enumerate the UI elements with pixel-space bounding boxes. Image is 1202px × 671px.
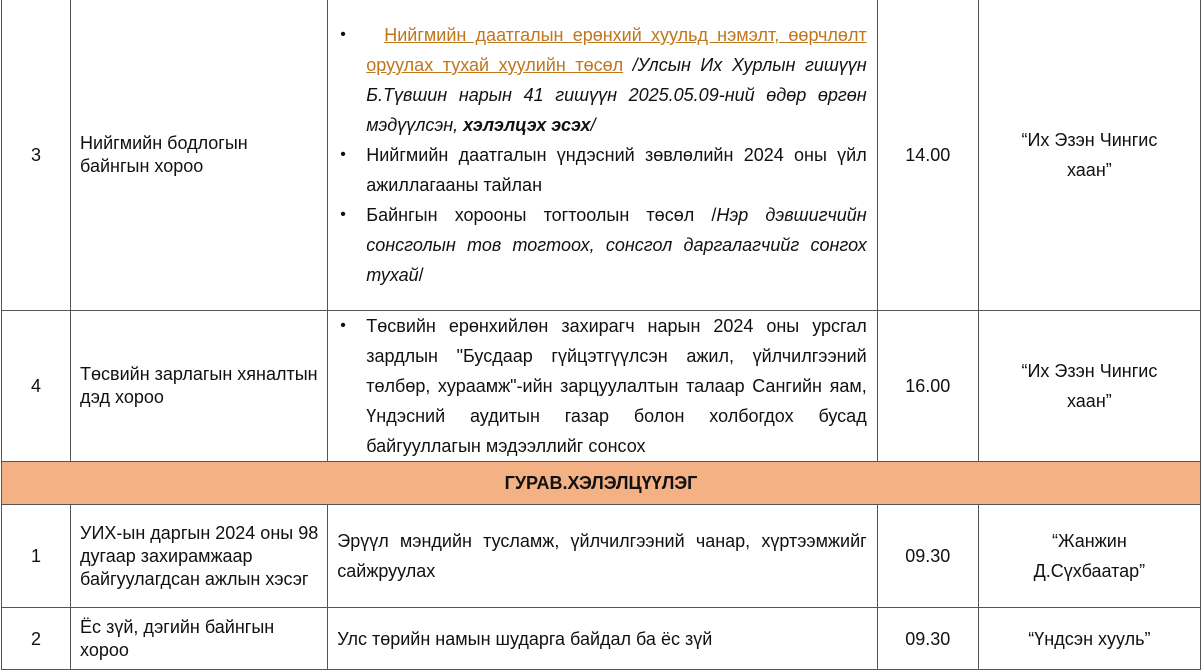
agenda-list [337, 311, 866, 461]
bill-link[interactable]: Нийгмийн даатгалын ерөнхий хуульд нэмэлт, өөрчлөлт оруулах тухай хуулийн төсөл [366, 25, 867, 75]
meeting-time: 09.30 [877, 608, 978, 670]
venue-text: “Их Эзэн Чингис хаан” [1021, 130, 1158, 180]
venue-text: “Их Эзэн Чингис хаан” [1021, 361, 1158, 411]
agenda-item-text: Нийгмийн даатгалын үндэсний зөвлөлийн 2024 оны үйл ажиллагааны тайлан [366, 145, 867, 195]
committee-name: Төсвийн зарлагын хяналтын дэд хороо [71, 311, 328, 462]
agenda-item [337, 20, 866, 140]
row-number: 1 [2, 505, 71, 608]
section-title: ГУРАВ.ХЭЛЭЛЦҮҮЛЭГ [2, 462, 1201, 505]
agenda-list [337, 20, 866, 290]
agenda-item-text: Байнгын хорооны тогтоолын төсөл / [366, 205, 717, 225]
agenda-cell [328, 0, 877, 311]
table-row [2, 311, 1201, 462]
agenda-item-note: Нэр дэвшигчийн сонсголын тов тогтоох, сонсгол даргалагчийг сонгох тухай [366, 205, 867, 285]
agenda-text: Эрүүл мэндийн тусламж, үйлчилгээний чанар, хүртээмжийг сайжруулах [328, 505, 877, 608]
agenda-item-text: Төсвийн ерөнхийлөн захирагч нарын 2024 оны урсгал зардлын "Бусдаар гүйцэтгүүлсэн ажил, үйлчилгээний төлбөр, хураамж"-ийн зарцуулалтын талаар Сангийн яам, Үндэсний аудитын газар болон холбогдох бусад байгууллагын мэдээллийг сонсох [366, 316, 867, 456]
table-row [2, 0, 1201, 311]
table-row [2, 505, 1201, 608]
bullet-icon: • [340, 206, 346, 223]
row-number: 2 [2, 608, 71, 670]
agenda-item [337, 200, 866, 290]
row-number: 3 [2, 0, 71, 311]
agenda-text: Улс төрийн намын шударга байдал ба ёс зүй [328, 608, 877, 670]
bullet-icon: • [340, 317, 346, 334]
section-header-row [2, 462, 1201, 505]
row-number: 4 [2, 311, 71, 462]
agenda-item [337, 311, 866, 461]
agenda-item [337, 140, 866, 200]
committee-name: Ёс зүй, дэгийн байнгын хороо [71, 608, 328, 670]
meeting-venue [978, 311, 1200, 462]
venue-text: “Жанжин Д.Сүхбаатар” [1033, 531, 1146, 581]
meeting-time: 16.00 [877, 311, 978, 462]
meeting-venue [978, 0, 1200, 311]
agenda-item-note: /Улсын Их Хурлын гишүүн Б.Түвшин нарын 41 гишүүн 2025.05.09-ний өдөр өргөн мэдүүлсэн, [366, 55, 867, 135]
agenda-item-tail: / [418, 265, 424, 285]
agenda-cell [328, 311, 877, 462]
agenda-item-emphasis: хэлэлцэх эсэх [463, 115, 591, 135]
meeting-venue: “Үндсэн хууль” [978, 608, 1200, 670]
table-row [2, 608, 1201, 670]
schedule-table [1, 0, 1201, 670]
meeting-time: 14.00 [877, 0, 978, 311]
bullet-icon: • [340, 146, 346, 163]
meeting-venue [978, 505, 1200, 608]
committee-name: УИХ-ын даргын 2024 оны 98 дугаар захирамжаар байгуулагдсан ажлын хэсэг [71, 505, 328, 608]
committee-name: Нийгмийн бодлогын байнгын хороо [71, 0, 328, 311]
agenda-item-tail: / [590, 115, 596, 135]
bullet-icon: • [340, 26, 346, 43]
meeting-time: 09.30 [877, 505, 978, 608]
